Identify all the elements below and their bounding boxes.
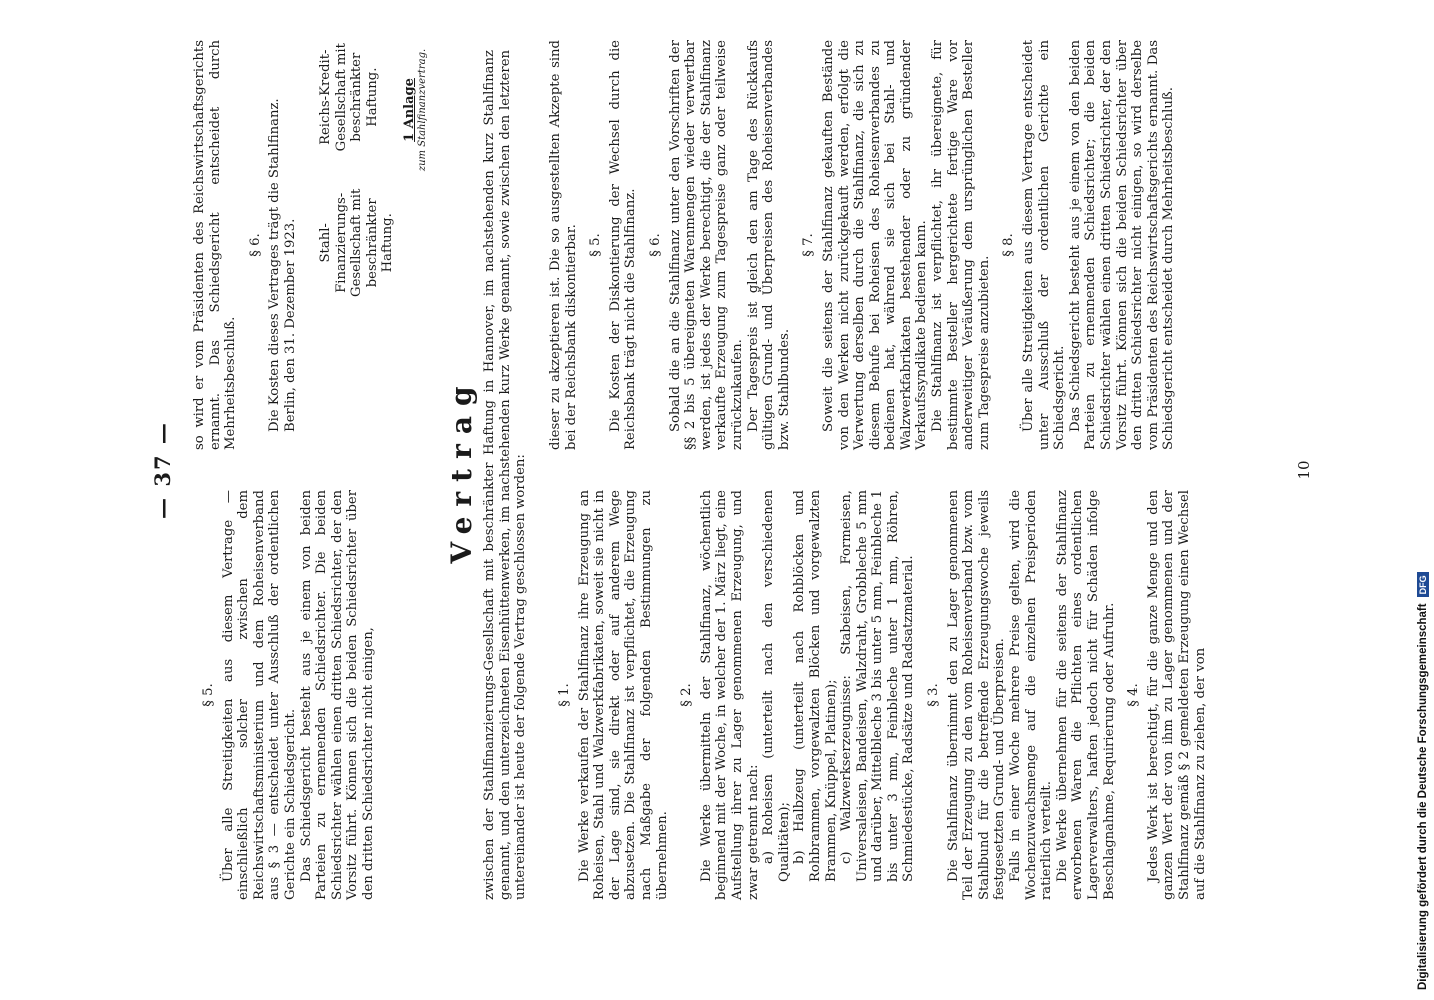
- paragraph: Der Tagespreis ist gleich den am Tage des Rückkaufs gültigen Grund- und Überpreisen des Roheisenverbandes bzw. Stahlbundes.: [745, 40, 792, 450]
- paragraph: Die Werke übernehmen für die seitens der Stahlfinanz erworbenen Waren die Pflichten eines ordentlichen Lagerverwalters, haften jedoch nicht für Schäden infolge Beschlagnahme, Requirierung oder Aufruhr.: [1054, 490, 1117, 900]
- annex-label: [402, 30, 428, 190]
- section-heading: § 7.: [801, 233, 817, 257]
- paragraph: Die Stahlfinanz übernimmt den zu Lager genommenen Teil der Erzeugung zu den vom Roheisenverband bzw. vom Stahlbund für die betreffende Erzeugungswoche jeweils festgesetzten Grund- und Überpreisen.: [945, 490, 1008, 900]
- section-heading: § 5.: [588, 233, 604, 257]
- paragraph: Die Werke verkaufen der Stahlfinanz ihre Erzeugung an Roheisen, Stahl und Walzwerkfabrikaten, soweit sie nicht in der Lage sind, sie direkt oder auf anderem Wege abzusetzen. Die Stahlfinanz ist verpflichtet, die Erzeugung nach Maßgabe der folgenden Bestimmungen zu übernehmen.: [576, 490, 670, 900]
- top-right-column: [192, 40, 299, 450]
- section-heading: § 2.: [679, 683, 695, 707]
- list-item: a) Roheisen (unterteilt nach den verschiedenen Qualitäten);: [761, 490, 792, 882]
- list-item: b) Halbzeug (unterteilt nach Rohblöcken und Rohbrammen, vorgewalzten Blöcken und vorgewalzten Brammen, Knüppel, Platinen);: [792, 490, 839, 882]
- digitization-text: Digitalisierung gefördert durch die Deutsche Forschungsgemeinschaft: [1417, 603, 1429, 990]
- bottom-left-column: [548, 490, 1208, 900]
- paragraph: Falls in einer Woche mehrere Preise gelten, wird die Wochenzuwachsmenge auf die einzelnen Preisperioden ratierlich verteilt.: [1008, 490, 1055, 900]
- paragraph: so wird er vom Präsidenten des Reichswirtschaftsgerichts ernannt. Das Schiedsgericht entscheidet durch Mehrheitsbeschluß.: [192, 40, 239, 450]
- paragraph: Sobald die an die Stahlfinanz unter den Vorschriften der §§ 2 bis 5 übereigneten Warenmengen wieder verwertbar werden, ist jedes der Werke berechtigt, die der Stahlfinanz verkaufte Erzeugung zum Tagespreise ganz oder teilweise zurückzukaufen.: [667, 40, 745, 450]
- section-heading: § 3.: [926, 683, 942, 707]
- preamble: [482, 50, 529, 900]
- list-item: c) Walzwerkserzeugnisse: Stabeisen, Formeisen, Universaleisen, Bandeisen, Walzdraht, Grobbleche 5 mm und darüber, Mittelbleche 3 bis unter 5 mm, Feinbleche 1 bis unter 3 mm, Feinbleche unter 1 mm, Röhren, Schmiedestücke, Radsätze und Radsatzmaterial.: [839, 490, 917, 882]
- paragraph: Über alle Streitigkeiten aus diesem Vertrage entscheidet unter Ausschluß der ordentlichen Gerichte ein Schiedsgericht.: [1021, 40, 1068, 450]
- paragraph: Soweit die seitens der Stahlfinanz gekauften Bestände von den Werken nicht zurückgekauft werden, erfolgt die Verwertung derselben durch die Stahlfinanz, die sich zu diesem Behufe bei Roheisen des Roheisenverbandes zu bedienen hat, während sie sich bei Stahl- und Walzwerkfabrikaten bestehender oder zu gründender Verkaufssyndikate bedienen kann.: [820, 40, 930, 450]
- section-heading: § 6.: [247, 233, 263, 257]
- contract-title: Vertrag: [445, 376, 478, 564]
- scanned-page: [150, 30, 1313, 910]
- signature-left: Stahl-Finanzierungs-Gesellschaft mit beschränkter Haftung.: [318, 188, 396, 297]
- section-heading: § 6.: [647, 233, 663, 257]
- annex-heading: 1 Anlage: [402, 78, 417, 142]
- paragraph: Die Kosten der Diskontierung der Wechsel durch die Reichsbank trägt nicht die Stahlfinanz.: [607, 40, 639, 450]
- paragraph: Das Schiedsgericht besteht aus je einem von den beiden Parteien zu ernennenden Schiedsrichter; die beiden Schiedsrichter wählen einen dritten Schiedsrichter, der den Vorsitz führt. Können sich die beiden Schiedsrichter über den dritten Schiedsrichter nicht einigen, so wird derselbe vom Präsidenten des Reichswirtschaftsgerichts ernannt. Das Schiedsgericht entscheidet durch Mehrheitsbeschluß.: [1067, 40, 1177, 450]
- section-heading: § 5.: [201, 683, 216, 707]
- page-number: — 37 —: [150, 421, 175, 519]
- section-heading: § 4.: [1126, 683, 1142, 707]
- preamble-text: zwischen der Stahlfinanzierungs-Gesellschaft mit beschränkter Haftung in Hannover, im nachstehenden kurz Stahlfinanz genannt, und den unterzeichneten Eisenhüttenwerken, im nachstehenden kurz Werke genannt, sowie zwischen den letzteren untereinander ist heute der folgende Vertrag geschlossen worden:: [482, 50, 529, 900]
- dfg-logo: DFG: [1417, 572, 1429, 597]
- paragraph: Das Schiedsgericht besteht aus je einem von beiden Parteien zu ernennenden Schiedsrichter. Die beiden Schiedsrichter wählen einen dritten Schiedsrichter, der den Vorsitz führt. Können sich die beiden Schiedsrichter über den dritten Schiedsrichter nicht einigen,: [298, 490, 376, 900]
- paragraph: dieser zu akzeptieren ist. Die so ausgestellten Akzepte sind bei der Reichsbank diskontierbar.: [548, 40, 579, 450]
- digitization-note: [1412, 10, 1434, 990]
- paragraph: Die Kosten dieses Vertrages trägt die Stahlfinanz.: [267, 98, 283, 432]
- paragraph: Jedes Werk ist berechtigt, für die ganze Menge und den ganzen Wert der von ihm zu Lager genommenen und der Stahlfinanz gemäß § 2 gemeldeten Erzeugung einen Wechsel auf die Stahlfinanz zu ziehen, der von: [1145, 490, 1208, 900]
- paragraph: Die Werke übermitteln der Stahlfinanz, wöchentlich beginnend mit der Woche, in welcher der 1. März liegt, eine Aufstellung ihrer zu Lager genommenen Erzeugung, und zwar getrennt nach:: [698, 490, 761, 900]
- signature-block: [318, 30, 396, 310]
- paragraph: Über alle Streitigkeiten aus diesem Vertrage — einschließlich solcher zwischen dem Reichswirtschaftsministerium und dem Roheisenverband aus § 3 — entscheidet unter Ausschluß der ordentlichen Gerichte ein Schiedsgericht.: [220, 490, 298, 900]
- paragraph: Die Stahlfinanz ist verpflichtet, ihr übereignete, für bestimmte Besteller hergerichtete fertige Ware vor anderweitiger Veräußerung dem ursprünglichen Besteller zum Tagespreise anzubieten.: [930, 40, 992, 450]
- footer-page-number: 10: [1295, 460, 1313, 480]
- signature-right: Reichs-Kredit-Gesellschaft mit beschränkter Haftung.: [318, 43, 380, 152]
- bottom-right-column: [548, 40, 1177, 450]
- date-line: Berlin, den 31. Dezember 1923.: [282, 218, 298, 432]
- top-left-column: [192, 490, 377, 900]
- section-heading: § 1.: [557, 683, 572, 707]
- section-heading: § 8.: [1001, 233, 1017, 257]
- annex-subtitle: zum Stahlfinanzvertrag.: [417, 48, 428, 172]
